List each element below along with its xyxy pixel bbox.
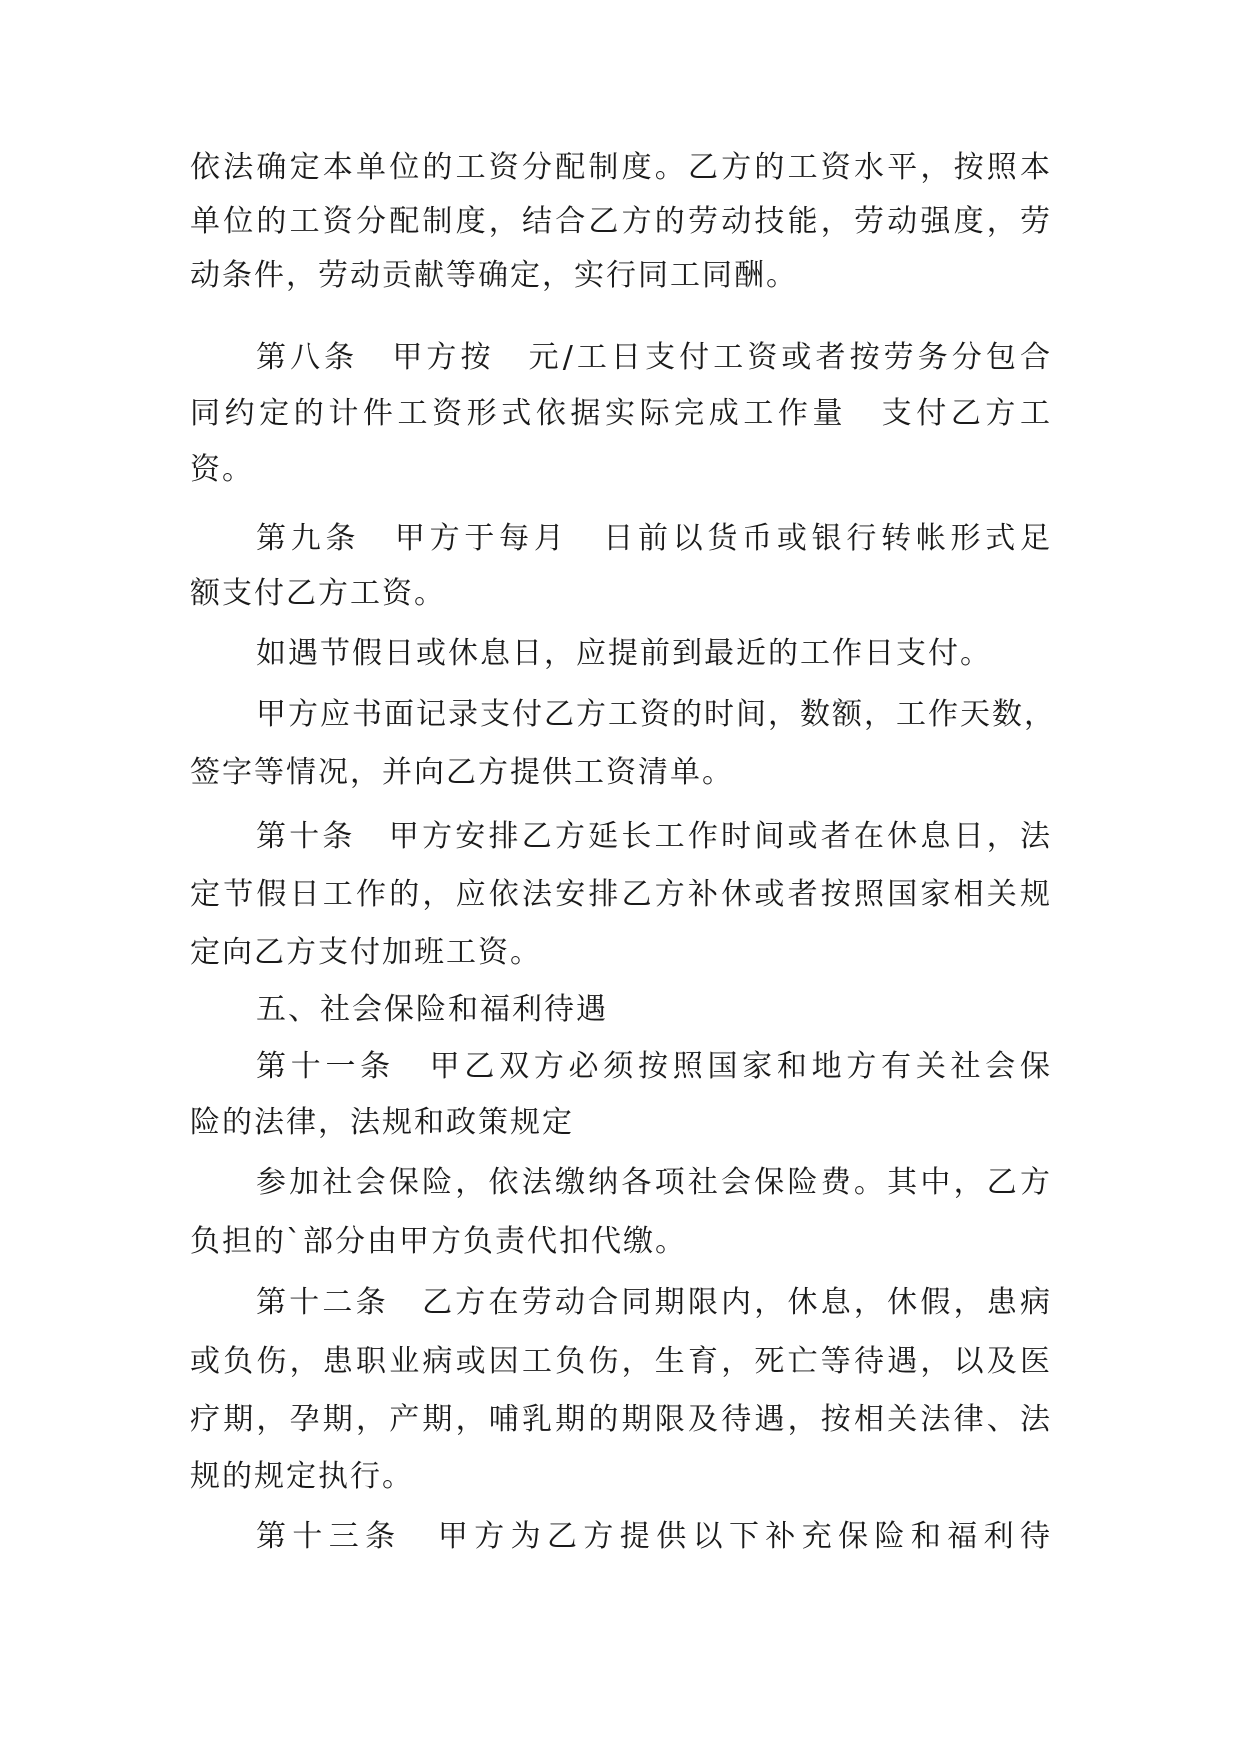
text-line: 规的规定执行。 [190,1459,414,1494]
text-line: 依法确定本单位的工资分配制度。乙方的工资水平，按照本 [190,150,1052,185]
section-heading: 五、社会保险和福利待遇 [256,992,608,1027]
text-line: 险的法律，法规和政策规定 [190,1105,574,1140]
text-line: 同约定的计件工资形式依据实际完成工作量 支付乙方工 [190,396,1052,431]
text-line: 定节假日工作的，应依法安排乙方补休或者按照国家相关规 [190,877,1052,912]
text-line: 甲方应书面记录支付乙方工资的时间，数额，工作天数， [256,697,1056,732]
text-line: 额支付乙方工资。 [190,576,446,611]
text-line: 或负伤，患职业病或因工负伤，生育，死亡等待遇，以及医 [190,1344,1052,1379]
text-line: 资。 [190,452,254,487]
text-line: 第十三条 甲方为乙方提供以下补充保险和福利待 [256,1519,1052,1554]
text-line: 第八条 甲方按 元/工日支付工资或者按劳务分包合 [256,340,1052,375]
text-line: 第九条 甲方于每月 日前以货币或银行转帐形式足 [256,521,1052,556]
text-line: 签字等情况，并向乙方提供工资清单。 [190,755,734,790]
text-line: 单位的工资分配制度，结合乙方的劳动技能，劳动强度，劳 [190,204,1052,239]
text-line: 参加社会保险，依法缴纳各项社会保险费。其中，乙方 [256,1165,1052,1200]
text-line: 第十二条 乙方在劳动合同期限内，休息，休假，患病 [256,1285,1052,1320]
text-line: 如遇节假日或休息日，应提前到最近的工作日支付。 [256,636,992,671]
text-line: 第十一条 甲乙双方必须按照国家和地方有关社会保 [256,1049,1052,1084]
text-line: 疗期，孕期，产期，哺乳期的期限及待遇，按相关法律、法 [190,1402,1052,1437]
text-line: 负担的`部分由甲方负责代扣代缴。 [190,1224,687,1259]
text-line: 动条件，劳动贡献等确定，实行同工同酬。 [190,258,798,293]
text-line: 第十条 甲方安排乙方延长工作时间或者在休息日，法 [256,819,1052,854]
text-line: 定向乙方支付加班工资。 [190,935,542,970]
